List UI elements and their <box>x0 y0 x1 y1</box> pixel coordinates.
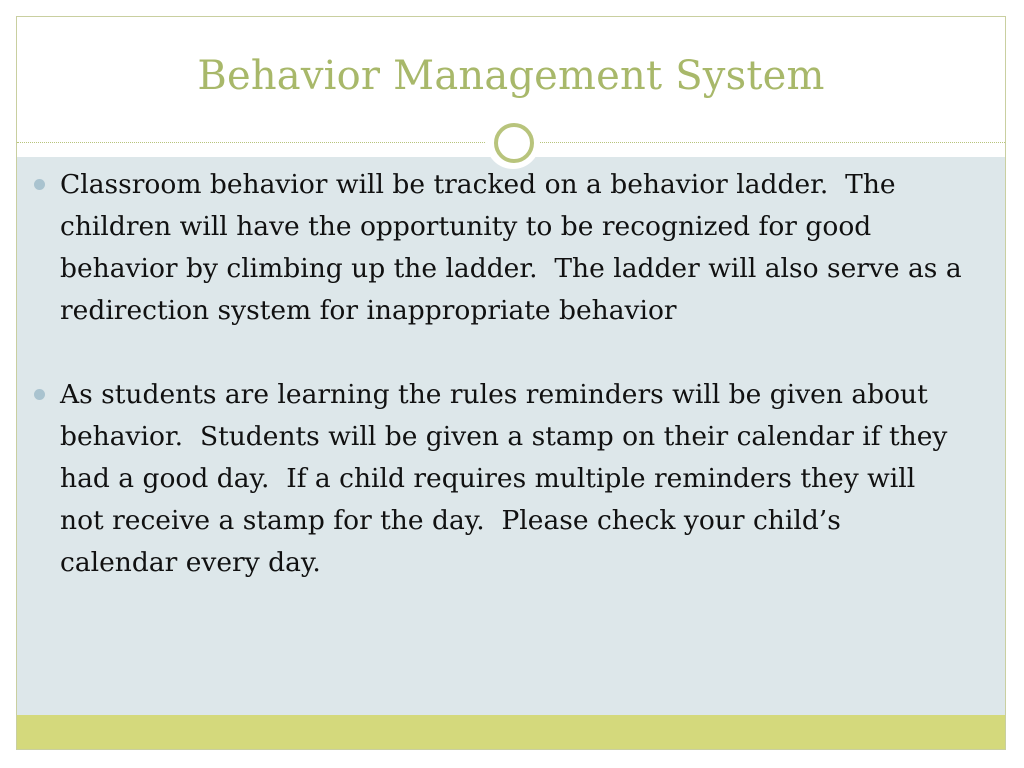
bullet-item <box>34 374 964 584</box>
bullet-text: Classroom behavior will be tracked on a behavior ladder. The children will have the opportunity to be recognized for good behavior by climbing up the ladder. The ladder will also serve as a redirection system for inappropriate behavior <box>60 169 971 326</box>
bullet-list <box>34 164 971 626</box>
slide-title: Behavior Management System <box>197 53 825 99</box>
bullet-dot-icon <box>34 389 45 400</box>
bullet-text: As students are learning the rules reminders will be given about behavior. Students will be given a stamp on their calendar if they had a good day. If a child requires multiple reminders they will not receive a stamp for the day. Please check your child’s calendar every day. <box>60 379 956 578</box>
bullet-dot-icon <box>34 179 45 190</box>
circle-ring-icon <box>486 115 540 169</box>
bullet-item <box>34 164 971 332</box>
footer-bar <box>17 715 1005 750</box>
ornament-ring <box>494 123 534 163</box>
